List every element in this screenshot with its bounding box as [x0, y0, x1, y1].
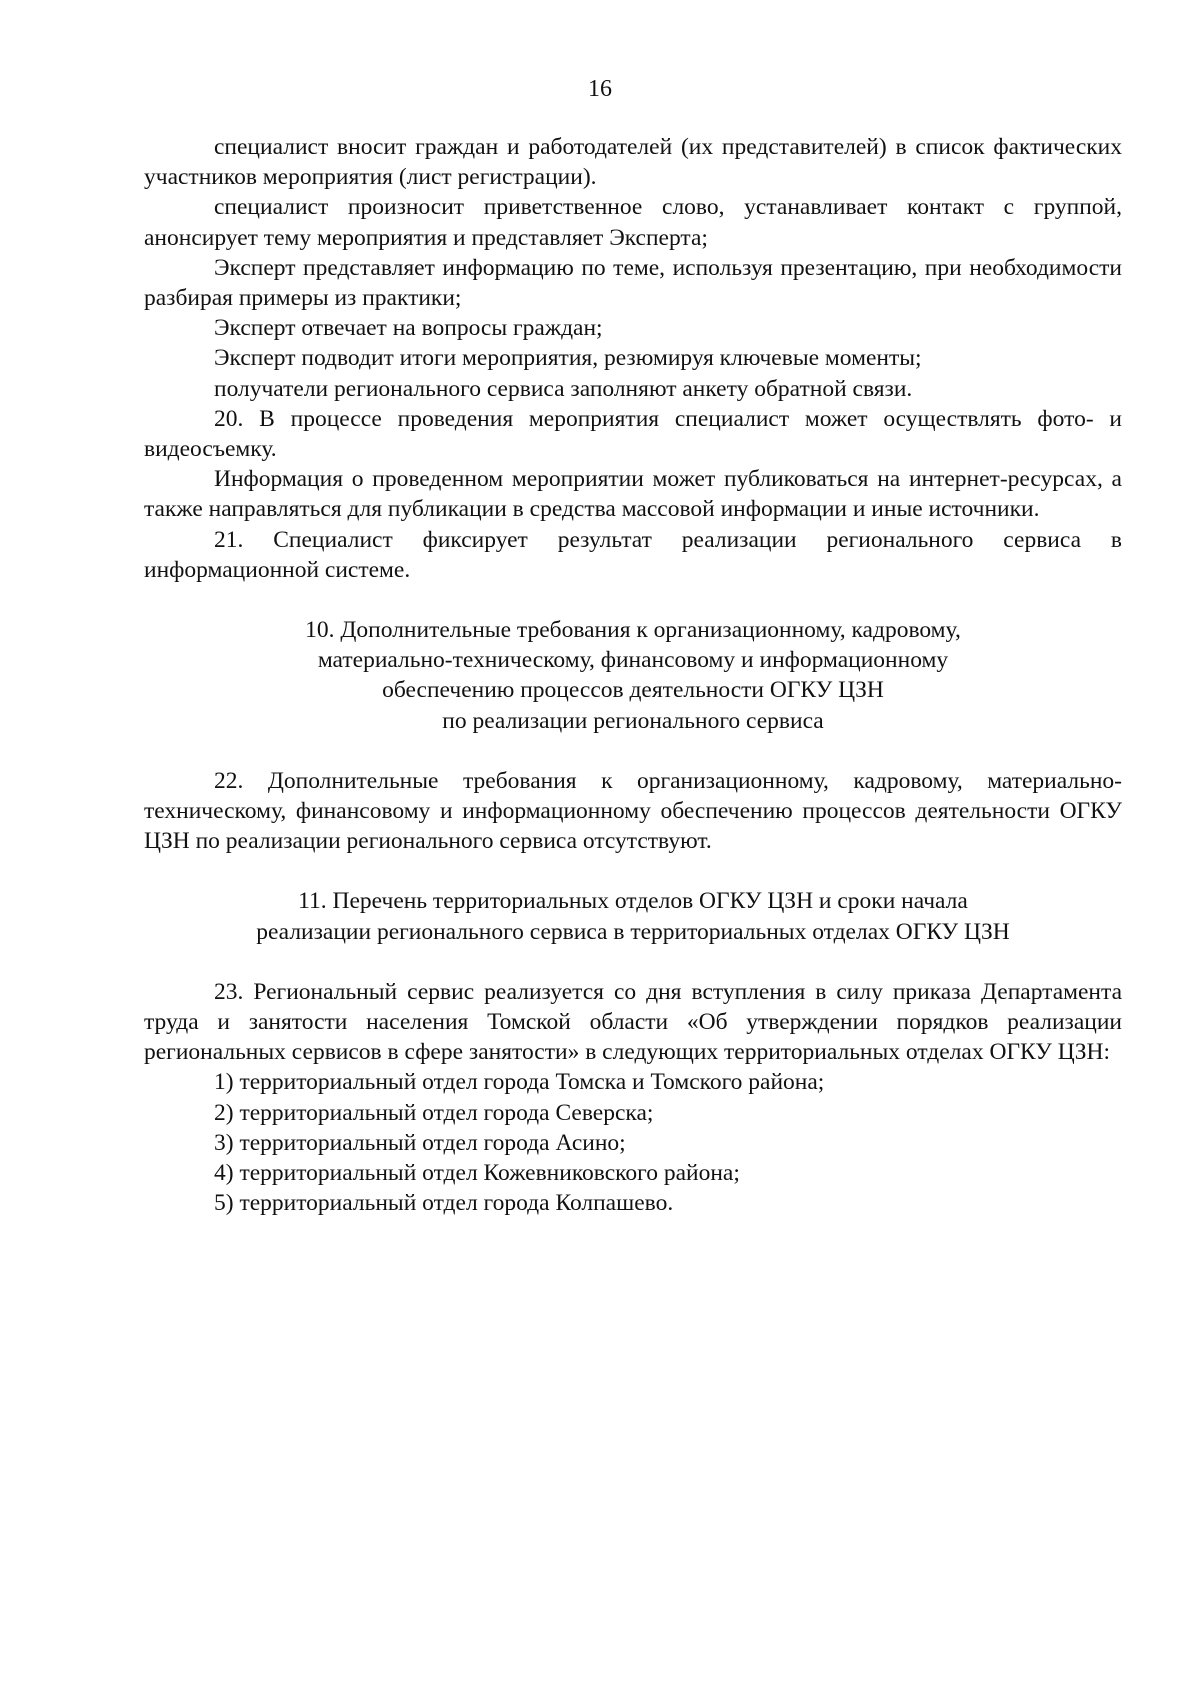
list-item: 2) территориальный отдел города Северска; [214, 1099, 654, 1126]
paragraph: Эксперт подводит итоги мероприятия, резюмируя ключевые моменты; [214, 345, 922, 372]
paragraph: Эксперт представляет информацию по теме, используя презентацию, при необходимости разбирая примеры из практики; [144, 254, 1122, 312]
heading-line: 10. Дополнительные требования к организационному, кадровому, [305, 617, 961, 644]
heading-line: обеспечению процессов деятельности ОГКУ ЦЗН [382, 677, 884, 704]
section-11-heading [144, 886, 1122, 946]
list-item: 4) территориальный отдел Кожевниковского района; [214, 1160, 740, 1187]
heading-line: по реализации регионального сервиса [442, 707, 824, 734]
document-body [144, 132, 1122, 1219]
list-item: 3) территориальный отдел города Асино; [214, 1129, 626, 1156]
paragraph: получатели регионального сервиса заполняют анкету обратной связи. [214, 375, 913, 402]
paragraph: специалист вносит граждан и работодателей (их представителей) в список фактических участников мероприятия (лист регистрации). [144, 134, 1122, 191]
territorial-offices-list [144, 1067, 1122, 1218]
paragraph-21: 21. Специалист фиксирует результат реализации регионального сервиса в информационной системе. [144, 526, 1122, 583]
paragraph-23: 23. Региональный сервис реализуется со дня вступления в силу приказа Департамента труда и занятости населения Томской области «Об утверждении порядков реализации региональных сервисов в сфере занятости» в следующих территориальных отделах ОГКУ ЦЗН: [144, 978, 1122, 1066]
heading-line: реализации регионального сервиса в территориальных отделах ОГКУ ЦЗН [256, 918, 1010, 945]
heading-line: 11. Перечень территориальных отделов ОГКУ ЦЗН и сроки начала [298, 888, 968, 915]
page-number: 16 [588, 76, 612, 102]
paragraph: Информация о проведенном мероприятии может публиковаться на интернет-ресурсах, а также направляться для публикации в средства массовой информации и иные источники. [144, 466, 1122, 523]
list-item: 1) территориальный отдел города Томска и Томского района; [214, 1069, 825, 1096]
list-item: 5) территориальный отдел города Колпашево. [214, 1190, 674, 1217]
paragraph-22: 22. Дополнительные требования к организационному, кадровому, материально-техническому, финансовому и информационному обеспечению процессов деятельности ОГКУ ЦЗН по реализации регионального сервиса отсутствуют. [144, 767, 1122, 855]
heading-line: материально-техническому, финансовому и информационному [317, 647, 949, 674]
paragraph-20: 20. В процессе проведения мероприятия специалист может осуществлять фото- и видеосъемку. [144, 405, 1122, 463]
paragraph: Эксперт отвечает на вопросы граждан; [214, 315, 603, 342]
section-10-heading [144, 615, 1122, 736]
paragraph: специалист произносит приветственное слово, устанавливает контакт с группой, анонсирует тему мероприятия и представляет Эксперта; [144, 194, 1122, 251]
